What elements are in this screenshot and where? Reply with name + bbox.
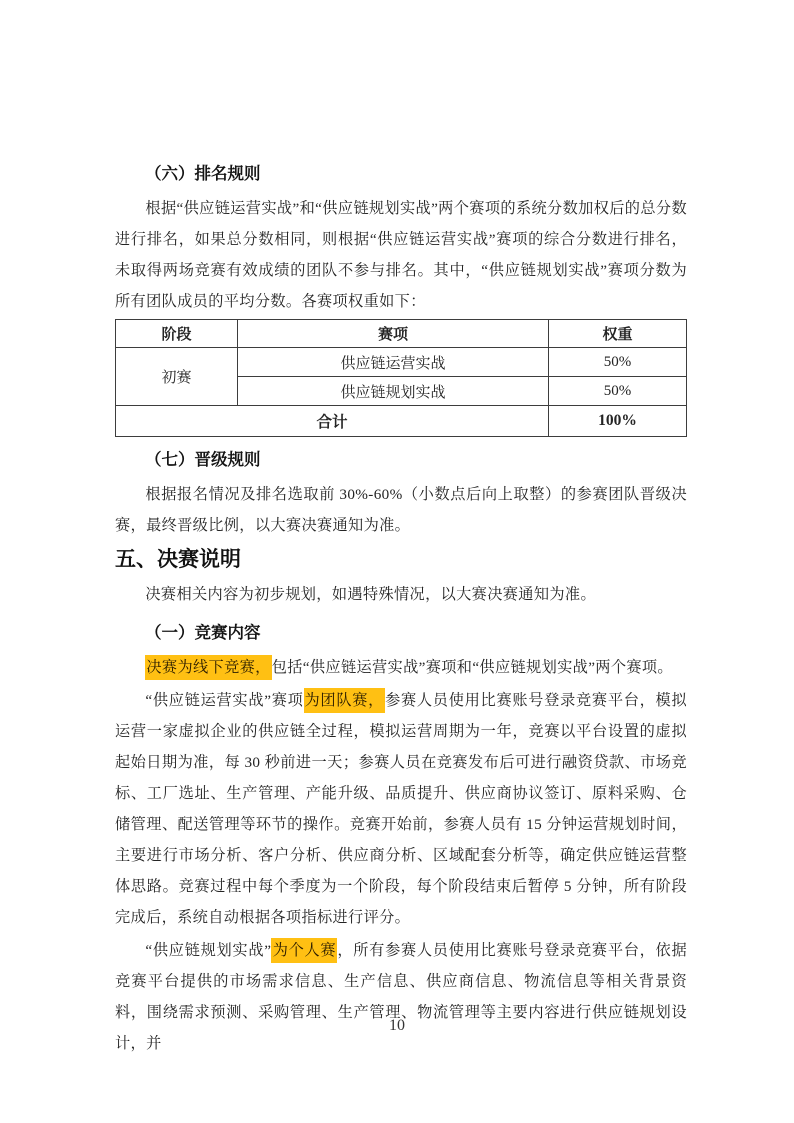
table-row (116, 348, 687, 377)
highlight-individual-event: 为个人赛 (271, 938, 337, 963)
table-cell-event: 供应链运营实战 (238, 348, 549, 377)
table-cell-weight: 50% (549, 348, 687, 377)
table-total-row (116, 406, 687, 437)
paragraph-text: “供应链规划实战” (145, 942, 272, 959)
paragraph-text: 参赛人员使用比赛账号登录竞赛平台，模拟运营一家虚拟企业的供应链全过程，模拟运营周期为一年，竞赛以平台设置的虚拟起始日期为准，每 30 秒前进一天；参赛人员在竞赛发布后可进行融资贷款、市场竞标、工厂选址、生产管理、产能升级、品质提升、供应商协议签订、原料采购、仓储管理、配送管理等环节的操作。竞赛开始前，参赛人员有 15 分钟运营规划时间，主要进行市场分析、客户分析、供应商分析、区域配套分析等，确定供应链运营整体思路。竞赛过程中每个季度为一个阶段，每个阶段结束后暂停 5 分钟，所有阶段完成后，系统自动根据各项指标进行评分。 (115, 692, 687, 926)
heading-competition-content: （一）竞赛内容 (145, 624, 261, 642)
page-content (115, 163, 687, 1061)
paragraph-text: “供应链运营实战”赛项 (145, 692, 304, 709)
heading-promotion-rules: （七）晋级规则 (145, 451, 261, 469)
paragraph-text: 包括“供应链运营实战”赛项和“供应链规划实战”两个赛项。 (271, 659, 673, 676)
paragraph-team-event (115, 685, 687, 933)
paragraph-individual-event (115, 935, 687, 1059)
highlight-offline-competition: 决赛为线下竞赛， (145, 655, 271, 680)
paragraph-ranking-rules: 根据“供应链运营实战”和“供应链规划实战”两个赛项的系统分数加权后的总分数进行排名，如果总分数相同，则根据“供应链运营实战”赛项的综合分数进行排名，未取得两场竞赛有效成绩的团队不参与排名。其中，“供应链规划实战”赛项分数为所有团队成员的平均分数。各赛项权重如下： (115, 200, 687, 310)
paragraph-finals-intro: 决赛相关内容为初步规划，如遇特殊情况，以大赛决赛通知为准。 (145, 586, 596, 603)
table-cell-total-label: 合计 (116, 406, 549, 437)
table-cell-event: 供应链规划实战 (238, 377, 549, 406)
highlight-team-event: 为团队赛， (304, 688, 386, 713)
paragraph-promotion-rules: 根据报名情况及排名选取前 30%-60%（小数点后向上取整）的参赛团队晋级决赛，最终晋级比例，以大赛决赛通知为准。 (115, 486, 687, 534)
table-header-row (116, 320, 687, 348)
page-number: 10 (389, 1017, 405, 1034)
weight-table (115, 319, 687, 437)
table-cell-weight: 50% (549, 377, 687, 406)
paragraph-finals-offline (115, 652, 687, 683)
heading-ranking-rules: （六）排名规则 (145, 165, 261, 183)
table-header-event: 赛项 (238, 320, 549, 348)
table-header-stage: 阶段 (116, 320, 238, 348)
table-cell-total-weight: 100% (549, 406, 687, 437)
table-cell-stage: 初赛 (116, 348, 238, 406)
heading-finals-description: 五、决赛说明 (115, 548, 241, 571)
paragraph-text: ，所有参赛人员使用比赛账号登录竞赛平台，依据竞赛平台提供的市场需求信息、生产信息、供应商信息、物流信息等相关背景资料，围绕需求预测、采购管理、生产管理、物流管理等主要内容进行供应链规划设计，并 (115, 942, 687, 1052)
table-header-weight: 权重 (549, 320, 687, 348)
